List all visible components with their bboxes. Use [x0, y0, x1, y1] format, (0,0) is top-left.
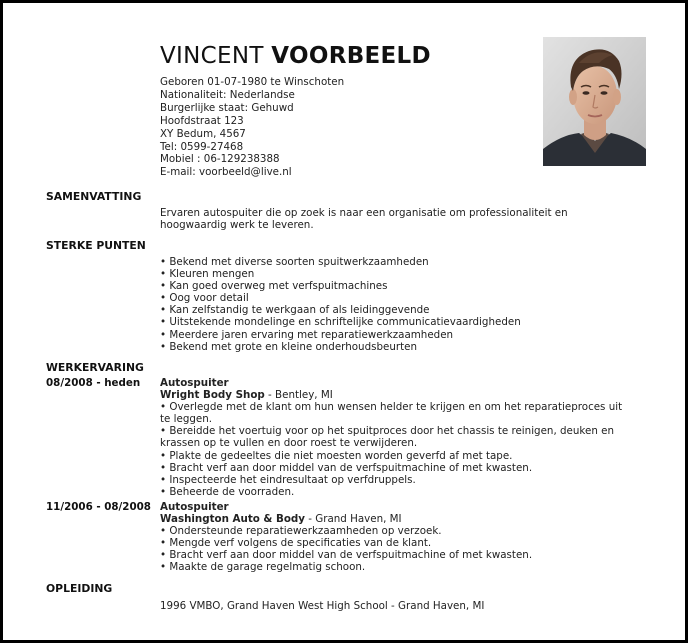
- company-location: - Bentley, MI: [264, 389, 333, 402]
- job-duty: • Beheerde de voorraden.: [160, 485, 295, 498]
- job-duty: • Ondersteunde reparatiewerkzaamheden op verzoek.: [160, 525, 442, 538]
- job-duty: • Mengde verf volgens de specificaties van de klant.: [160, 537, 432, 550]
- strength-item: • Meerdere jaren ervaring met reparatiewerkzaamheden: [160, 328, 454, 341]
- first-name: VINCENT: [160, 43, 264, 69]
- job-duty: • Plakte de gedeeltes die niet moesten worden geverfd af met tape.: [160, 449, 513, 462]
- job-employer: [160, 513, 532, 525]
- strength-item: • Kleuren mengen: [160, 268, 255, 281]
- summary-line: hoogwaardig werk te leveren.: [160, 219, 314, 232]
- job-entry: [160, 377, 622, 498]
- summary-text: [160, 207, 568, 231]
- summary-line: Ervaren autospuiter die op zoek is naar een organisatie om professionaliteit en: [160, 207, 568, 219]
- contact-details: [160, 76, 344, 179]
- strengths-heading: STERKE PUNTEN: [46, 239, 146, 252]
- job-title: Autospuiter: [160, 377, 229, 389]
- phone: Tel: 0599-27468: [160, 140, 244, 153]
- education-entry: [160, 600, 484, 612]
- postal-city: XY Bedum, 4567: [160, 127, 246, 140]
- job-duty: te leggen.: [160, 413, 213, 426]
- job-employer: [160, 389, 622, 401]
- strength-item: • Bekend met grote en kleine onderhoudsbeurten: [160, 340, 417, 353]
- strength-item: • Bekend met diverse soorten spuitwerkzaamheden: [160, 256, 429, 268]
- street-address: Hoofdstraat 123: [160, 114, 244, 127]
- portrait-photo: [543, 37, 646, 166]
- job-duty: • Overlegde met de klant om hun wensen helder te krijgen en om het reparatieproces uit: [160, 401, 623, 414]
- portrait-illustration: [543, 37, 646, 166]
- nationality: Nationaliteit: Nederlandse: [160, 88, 295, 101]
- job-duty: • Bereidde het voertuig voor op het spuitproces door het chassis te reinigen, deuken en: [160, 425, 614, 438]
- strength-item: • Uitstekende mondelinge en schriftelijke communicatievaardigheden: [160, 316, 521, 329]
- job-duty: • Inspecteerde het eindresultaat op verfdruppels.: [160, 473, 416, 486]
- marital-status: Burgerlijke staat: Gehuwd: [160, 101, 294, 114]
- experience-heading: WERKERVARING: [46, 361, 144, 374]
- summary-heading: SAMENVATTING: [46, 190, 142, 203]
- job-duty: • Bracht verf aan door middel van de verfspuitmachine of met kwasten.: [160, 461, 533, 474]
- email[interactable]: E-mail: voorbeeld@live.nl: [160, 166, 292, 179]
- strength-item: • Kan zelfstandig te werkgaan of als leidinggevende: [160, 304, 430, 317]
- strengths-list: [160, 256, 521, 353]
- job-dates: 08/2008 - heden: [46, 377, 141, 389]
- education-heading: OPLEIDING: [46, 582, 113, 595]
- job-duty: • Bracht verf aan door middel van de verfspuitmachine of met kwasten.: [160, 549, 533, 562]
- education-line: 1996 VMBO, Grand Haven West High School - Grand Haven, MI: [160, 600, 485, 612]
- company-location: - Grand Haven, MI: [305, 513, 402, 526]
- job-duty: • Maakte de garage regelmatig schoon.: [160, 561, 366, 574]
- strength-item: • Kan goed overweg met verfspuitmachines: [160, 280, 388, 293]
- company-name: Washington Auto & Body: [160, 513, 305, 526]
- job-dates: 11/2006 - 08/2008: [46, 501, 151, 513]
- last-name: VOORBEELD: [271, 43, 431, 69]
- job-duty: krassen op te vullen en door roest te verwijderen.: [160, 437, 418, 450]
- job-entry: [160, 501, 532, 574]
- candidate-name: [160, 43, 431, 69]
- strength-item: • Oog voor detail: [160, 292, 249, 305]
- birth-info: Geboren 01-07-1980 te Winschoten: [160, 76, 345, 88]
- mobile: Mobiel : 06-129238388: [160, 153, 280, 166]
- job-title: Autospuiter: [160, 501, 229, 513]
- company-name: Wright Body Shop: [160, 389, 265, 402]
